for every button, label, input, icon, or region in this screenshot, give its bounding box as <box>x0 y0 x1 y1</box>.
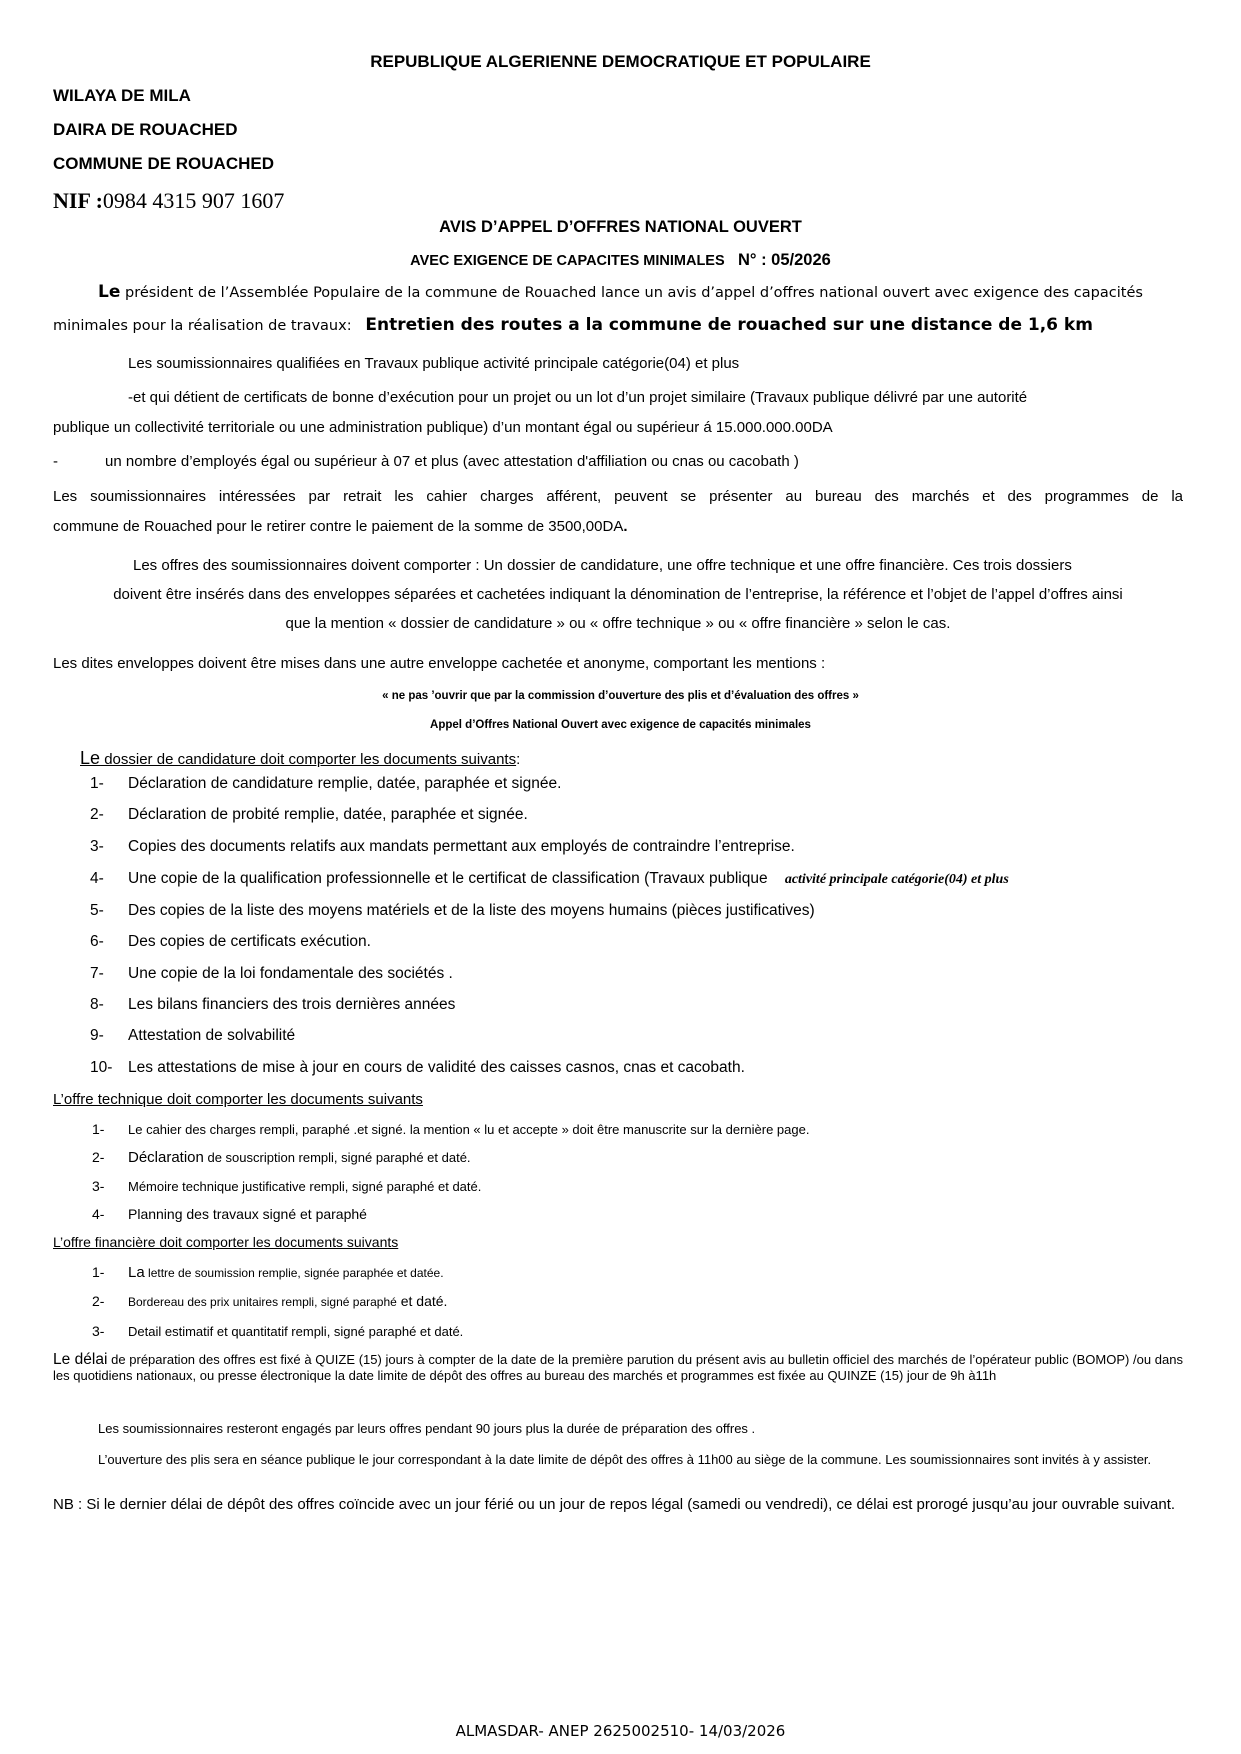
employees-requirement <box>53 450 799 474</box>
candidature-colon: : <box>516 751 521 768</box>
technique-item-3 <box>92 1178 481 1194</box>
wilaya: WILAYA DE MILA <box>53 86 191 105</box>
candidature-item-10 <box>90 1059 745 1077</box>
technique-item-4 <box>92 1206 367 1222</box>
delai-text: de préparation des offres est fixé à QUIZE (15) jours à compter de la date de la première parution du présent avis au bulletin officiel des marchés de l’opérateur public (BOMOP) /ou dans les quotidiens nationaux, ou presse électronique la date limite de dépôt des offres au bureau des marchés et programmes est fixée au QUINZE (15) jour de 9h à11h <box>53 1352 1183 1383</box>
notice-title: AVIS D’APPEL D’OFFRES NATIONAL OUVERT <box>439 218 802 236</box>
item-text: lettre de soumission remplie, signée paraphée et datée. <box>144 1266 444 1280</box>
notice-subtitle <box>0 251 1241 270</box>
financiere-heading: L’offre financière doit comporter les documents suivants <box>53 1234 399 1250</box>
candidature-item-6 <box>90 933 371 951</box>
candidature-item-9 <box>90 1027 295 1045</box>
item-text: Les bilans financiers des trois dernières années <box>128 996 456 1013</box>
offres-line3: que la mention « dossier de candidature » ou « offre technique » ou « offre financière » selon le cas. <box>285 615 951 632</box>
financiere-item-3 <box>92 1323 463 1339</box>
intro-lead: Le <box>98 282 121 302</box>
item-number: 3- <box>90 838 104 855</box>
item-number: 6- <box>90 933 104 950</box>
item-text: Le cahier des charges rempli, paraphé .et signé. la mention « lu et accepte » doit être manuscrite sur la dernière page. <box>128 1122 810 1137</box>
offres-line2: doivent être insérés dans des enveloppes séparées et cachetées indiquant la dénomination de l’entreprise, la référence et l’objet de l’appel d’offres ainsi <box>113 586 1123 603</box>
item-number: 5- <box>90 902 104 919</box>
certificates-line1: -et qui détient de certificats de bonne d’exécution pour un projet ou un lot d’un projet similaire (Travaux publique délivré par une autorité <box>128 389 1028 406</box>
candidature-item-8 <box>90 996 455 1014</box>
item-text: Mémoire technique justificative rempli, signé paraphé et daté. <box>128 1179 482 1194</box>
item-number: 1- <box>90 775 104 792</box>
item-text: Detail estimatif et quantitatif rempli, signé paraphé et daté. <box>128 1324 464 1339</box>
item-number: 2- <box>92 1149 105 1165</box>
item-number: 3- <box>92 1178 105 1194</box>
nb-paragraph: NB : Si le dernier délai de dépôt des offres coïncide avec un jour férié ou un jour de repos légal (samedi ou vendredi), ce délai est prorogé jusqu’au jour ouvrable suivant. <box>53 1496 1176 1513</box>
item-text: Bordereau des prix unitaires rempli, signé paraphé <box>128 1295 397 1309</box>
technique-item-1 <box>92 1121 809 1137</box>
retrait-period: . <box>623 518 628 535</box>
notice-subtitle-text: AVEC EXIGENCE DE CAPACITES MINIMALES <box>410 253 725 269</box>
engagement-paragraph: Les soumissionnaires resteront engagés par leurs offres pendant 90 jours plus la durée de préparation des offres . <box>98 1421 756 1436</box>
retrait-line2: commune de Rouached pour le retirer contre le paiement de la somme de 3500,00DA <box>53 518 624 535</box>
nif <box>53 188 284 214</box>
daira: DAIRA DE ROUACHED <box>53 120 238 139</box>
technique-item-2 <box>92 1149 471 1166</box>
retrait-paragraph <box>53 485 1183 539</box>
intro-line1: président de l’Assemblée Populaire de la commune de Rouached lance un avis d’appel d’offres national ouvert avec exigence des capacités <box>120 285 1143 301</box>
ouverture-paragraph: L’ouverture des plis sera en séance publique le jour correspondant à la date limite de dépôt des offres à 11h00 au siège de la commune. Les soumissionnaires sont invités à y assister. <box>98 1452 1152 1467</box>
item-text: de souscription rempli, signé paraphé et daté. <box>203 1150 471 1165</box>
envelope-mention-1: « ne pas ’ouvrir que par la commission d’ouverture des plis et d’évaluation des offres » <box>382 690 859 702</box>
envelope-mention-2: Appel d’Offres National Ouvert avec exigence de capacités minimales <box>430 719 811 731</box>
item-number: 1- <box>92 1121 105 1137</box>
republic-title: REPUBLIQUE ALGERIENNE DEMOCRATIQUE ET POPULAIRE <box>370 52 871 71</box>
nif-label: NIF : <box>53 188 103 213</box>
item-lead: Déclaration <box>128 1149 204 1166</box>
item-text: Planning des travaux signé et paraphé <box>128 1206 367 1222</box>
retrait-line1: Les soumissionnaires intéressées par retrait les cahier charges afférent, peuvent se présenter au bureau des marchés et des programmes de la <box>53 488 1183 505</box>
item-text: Des copies de la liste des moyens matériels et de la liste des moyens humains (pièces justificatives) <box>128 902 815 919</box>
certificates-line2: publique un collectivité territoriale ou une administration publique) d’un montant égal ou supérieur á 15.000.000.00DA <box>53 419 833 436</box>
certificates-requirement <box>53 386 1183 440</box>
item-number: 7- <box>90 965 104 982</box>
item-text: Une copie de la qualification professionnelle et le certificat de classification (Travaux publique <box>128 870 768 887</box>
item-number: 10- <box>90 1059 113 1076</box>
footer-reference: ALMASDAR- ANEP 2625002510- 14/03/2026 <box>455 1722 786 1740</box>
item-text: Les attestations de mise à jour en cours de validité des caisses casnos, cnas et cacobath. <box>128 1059 745 1076</box>
candidature-item-3 <box>90 838 795 856</box>
item-text: Déclaration de probité remplie, datée, paraphée et signée. <box>128 806 528 823</box>
candidature-lead: Le <box>80 748 101 768</box>
intro-paragraph <box>53 280 1183 338</box>
candidature-item-2 <box>90 806 528 824</box>
delai-lead: Le délai <box>53 1351 108 1368</box>
item-tail: et daté. <box>396 1293 448 1309</box>
dash: - <box>53 453 58 470</box>
delai-paragraph <box>53 1352 1183 1384</box>
item-extra: activité principale catégorie(04) et plus <box>784 872 1009 887</box>
item-number: 9- <box>90 1027 104 1044</box>
candidature-heading <box>80 748 520 769</box>
offres-line1: Les offres des soumissionnaires doivent comporter : Un dossier de candidature, une offre technique et une offre financière. Ces trois dossiers <box>133 557 1072 574</box>
item-text: Copies des documents relatifs aux mandats permettant aux employés de contraindre l’entreprise. <box>128 838 795 855</box>
item-number: 4- <box>92 1206 105 1222</box>
financiere-item-2 <box>92 1293 447 1309</box>
nif-value: 0984 4315 907 1607 <box>102 188 285 213</box>
item-text: Une copie de la loi fondamentale des sociétés . <box>128 965 453 982</box>
item-text: Des copies de certificats exécution. <box>128 933 371 950</box>
intro-line2: minimales pour la réalisation de travaux: <box>53 318 352 334</box>
financiere-item-1 <box>92 1264 444 1281</box>
offres-paragraph <box>53 554 1183 636</box>
item-number: 3- <box>92 1323 105 1339</box>
candidature-item-7 <box>90 965 453 983</box>
qualification-requirement: Les soumissionnaires qualifiées en Travaux publique activité principale catégorie(04) et plus <box>128 355 740 372</box>
item-number: 1- <box>92 1264 105 1280</box>
candidature-item-4 <box>90 870 1009 888</box>
item-number: 4- <box>90 870 104 887</box>
item-text: Attestation de solvabilité <box>128 1027 296 1044</box>
item-text: Déclaration de candidature remplie, datée, paraphée et signée. <box>128 775 562 792</box>
item-lead: La <box>128 1264 145 1281</box>
candidature-heading-text: dossier de candidature doit comporter les documents suivants <box>100 751 517 768</box>
technique-heading: L’offre technique doit comporter les documents suivants <box>53 1091 423 1108</box>
notice-number: N° : 05/2026 <box>737 251 831 269</box>
employees-text: un nombre d’employés égal ou supérieur à 07 et plus (avec attestation d'affiliation ou cnas ou cacobath ) <box>105 453 799 470</box>
enveloppes-paragraph: Les dites enveloppes doivent être mises dans une autre enveloppe cachetée et anonyme, comportant les mentions : <box>53 655 826 672</box>
project-title: Entretien des routes a la commune de rouached sur une distance de 1,6 km <box>365 315 1093 335</box>
item-number: 8- <box>90 996 104 1013</box>
item-number: 2- <box>92 1293 105 1309</box>
candidature-item-1 <box>90 775 561 793</box>
candidature-item-5 <box>90 902 815 920</box>
commune: COMMUNE DE ROUACHED <box>53 154 274 173</box>
item-number: 2- <box>90 806 104 823</box>
